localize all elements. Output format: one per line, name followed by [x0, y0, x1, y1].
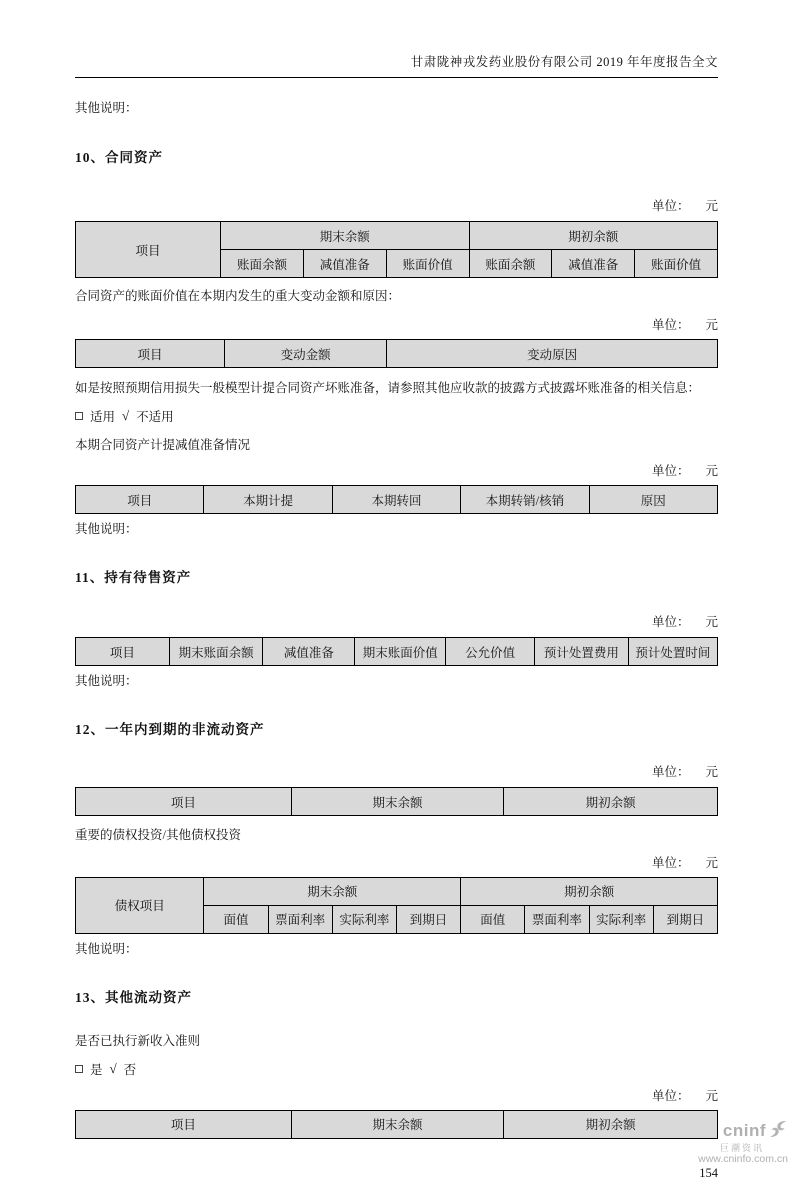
unit-value: 元	[705, 199, 718, 213]
check-mark-icon: √	[109, 1060, 117, 1076]
col-header-ending-balance: 期末余额	[291, 788, 504, 816]
contract-assets-provision-table	[75, 485, 718, 514]
col-header-ending-book-value: 期末账面价值	[355, 638, 446, 666]
col-header-beginning-balance: 期初余额	[504, 788, 718, 816]
unit-line	[75, 1086, 718, 1104]
yes-no-selector	[75, 1060, 718, 1078]
cninfo-watermark	[698, 1119, 788, 1166]
unit-line	[75, 461, 718, 479]
unit-value: 元	[705, 615, 718, 630]
col-header-book-value: 账面价值	[386, 250, 469, 278]
unit-line	[75, 762, 718, 780]
col-header-book-balance: 账面余额	[221, 250, 304, 278]
debt-investment-table	[75, 877, 718, 934]
col-header-item: 项目	[76, 788, 292, 816]
col-header-change-amount: 变动金额	[224, 340, 386, 368]
ecl-disclosure-note: 如是按照预期信用损失一般模型计提合同资产坏账准备，请参照其他应收款的披露方式披露坏账准备的相关信息：	[75, 381, 701, 396]
col-header-impairment: 减值准备	[303, 250, 386, 278]
section-11-title: 11、持有待售资产	[75, 570, 192, 586]
cninfo-logo-url: www.cninfo.com.cn	[698, 1153, 788, 1166]
cninfo-logo-icon	[768, 1119, 788, 1144]
unit-label: 单位：	[651, 1088, 690, 1103]
unit-value: 元	[705, 318, 718, 333]
section-13-title: 13、其他流动资产	[75, 989, 192, 1005]
col-header-writeoff-current: 本期转销/核销	[461, 486, 589, 514]
col-header-impairment: 减值准备	[552, 250, 635, 278]
provision-note: 本期合同资产计提减值准备情况	[75, 438, 251, 453]
col-header-reason: 原因	[589, 486, 717, 514]
unit-value: 元	[705, 765, 718, 780]
col-header-maturity-date: 到期日	[396, 905, 460, 933]
col-header-impairment: 减值准备	[263, 638, 355, 666]
page-number: 154	[699, 1165, 718, 1180]
col-header-book-value: 账面价值	[635, 250, 718, 278]
col-header-beginning-balance: 期初余额	[469, 222, 717, 250]
other-notes-label: 其他说明：	[75, 674, 138, 689]
col-header-change-reason: 变动原因	[387, 340, 718, 368]
col-header-item: 项目	[76, 486, 204, 514]
document-header: 甘肃陇神戎发药业股份有限公司 2019 年年度报告全文	[75, 52, 718, 78]
other-notes-label: 其他说明：	[75, 522, 138, 537]
col-header-reversal-current: 本期转回	[332, 486, 460, 514]
col-header-beginning-balance: 期初余额	[461, 877, 718, 905]
unit-label: 单位：	[651, 615, 690, 630]
col-header-ending-balance: 期末余额	[291, 1110, 504, 1138]
section-12-title: 12、一年内到期的非流动资产	[75, 722, 265, 738]
col-header-face-value: 面值	[204, 905, 268, 933]
col-header-item: 项目	[76, 222, 221, 278]
contract-assets-balance-table	[75, 221, 718, 278]
col-header-ending-book-balance: 期末账面余额	[169, 638, 263, 666]
col-header-effective-rate: 实际利率	[589, 905, 653, 933]
option-yes: 是	[90, 1062, 103, 1077]
held-for-sale-assets-table	[75, 637, 718, 666]
col-header-provision-current: 本期计提	[204, 486, 332, 514]
col-header-face-value: 面值	[461, 905, 525, 933]
col-header-debt-item: 债权项目	[76, 877, 204, 933]
new-revenue-standard-note: 是否已执行新收入准则	[75, 1033, 201, 1048]
col-header-ending-balance: 期末余额	[221, 222, 469, 250]
cninfo-logo-subtext: 巨潮资讯	[719, 1142, 764, 1153]
other-current-assets-table	[75, 1110, 718, 1139]
contract-assets-change-table	[75, 339, 718, 368]
unit-label: 单位：	[651, 199, 690, 213]
unit-label: 单位：	[651, 318, 690, 333]
contract-assets-change-note: 合同资产的账面价值在本期内发生的重大变动金额和原因：	[75, 289, 401, 303]
unit-value: 元	[705, 1088, 718, 1103]
col-header-effective-rate: 实际利率	[332, 905, 396, 933]
unit-label: 单位：	[651, 464, 690, 479]
col-header-coupon-rate: 票面利率	[525, 905, 589, 933]
option-not-applicable: 不适用	[136, 410, 174, 425]
unit-value: 元	[705, 855, 718, 870]
col-header-item: 项目	[76, 340, 225, 368]
col-header-ending-balance: 期末余额	[204, 877, 461, 905]
other-notes-label: 其他说明：	[75, 941, 138, 956]
unit-line	[75, 315, 718, 333]
col-header-item: 项目	[76, 1110, 292, 1138]
unit-line	[75, 196, 718, 214]
report-page	[0, 52, 793, 1180]
noncurrent-assets-due-table	[75, 787, 718, 816]
col-header-beginning-balance: 期初余额	[504, 1110, 718, 1138]
checkbox-unchecked-icon	[75, 412, 83, 420]
unit-line	[75, 612, 718, 630]
col-header-estimated-disposal-time: 预计处置时间	[628, 638, 717, 666]
col-header-book-balance: 账面余额	[469, 250, 552, 278]
other-notes-label: 其他说明：	[75, 101, 138, 115]
debt-investment-note: 重要的债权投资/其他债权投资	[75, 828, 241, 843]
col-header-fair-value: 公允价值	[446, 638, 535, 666]
col-header-estimated-disposal-cost: 预计处置费用	[534, 638, 628, 666]
applicability-selector	[75, 407, 718, 425]
unit-line	[75, 853, 718, 871]
cninfo-logo-text: cninf	[722, 1120, 766, 1140]
col-header-maturity-date: 到期日	[653, 905, 717, 933]
option-applicable: 适用	[90, 410, 116, 425]
checkbox-unchecked-icon	[75, 1065, 83, 1073]
section-10-title: 10、合同资产	[75, 150, 163, 165]
check-mark-icon: √	[122, 408, 130, 424]
unit-label: 单位：	[651, 765, 690, 780]
unit-label: 单位：	[651, 855, 690, 870]
option-no: 否	[123, 1062, 137, 1077]
col-header-coupon-rate: 票面利率	[268, 905, 332, 933]
unit-value: 元	[705, 464, 718, 479]
col-header-item: 项目	[76, 638, 170, 666]
